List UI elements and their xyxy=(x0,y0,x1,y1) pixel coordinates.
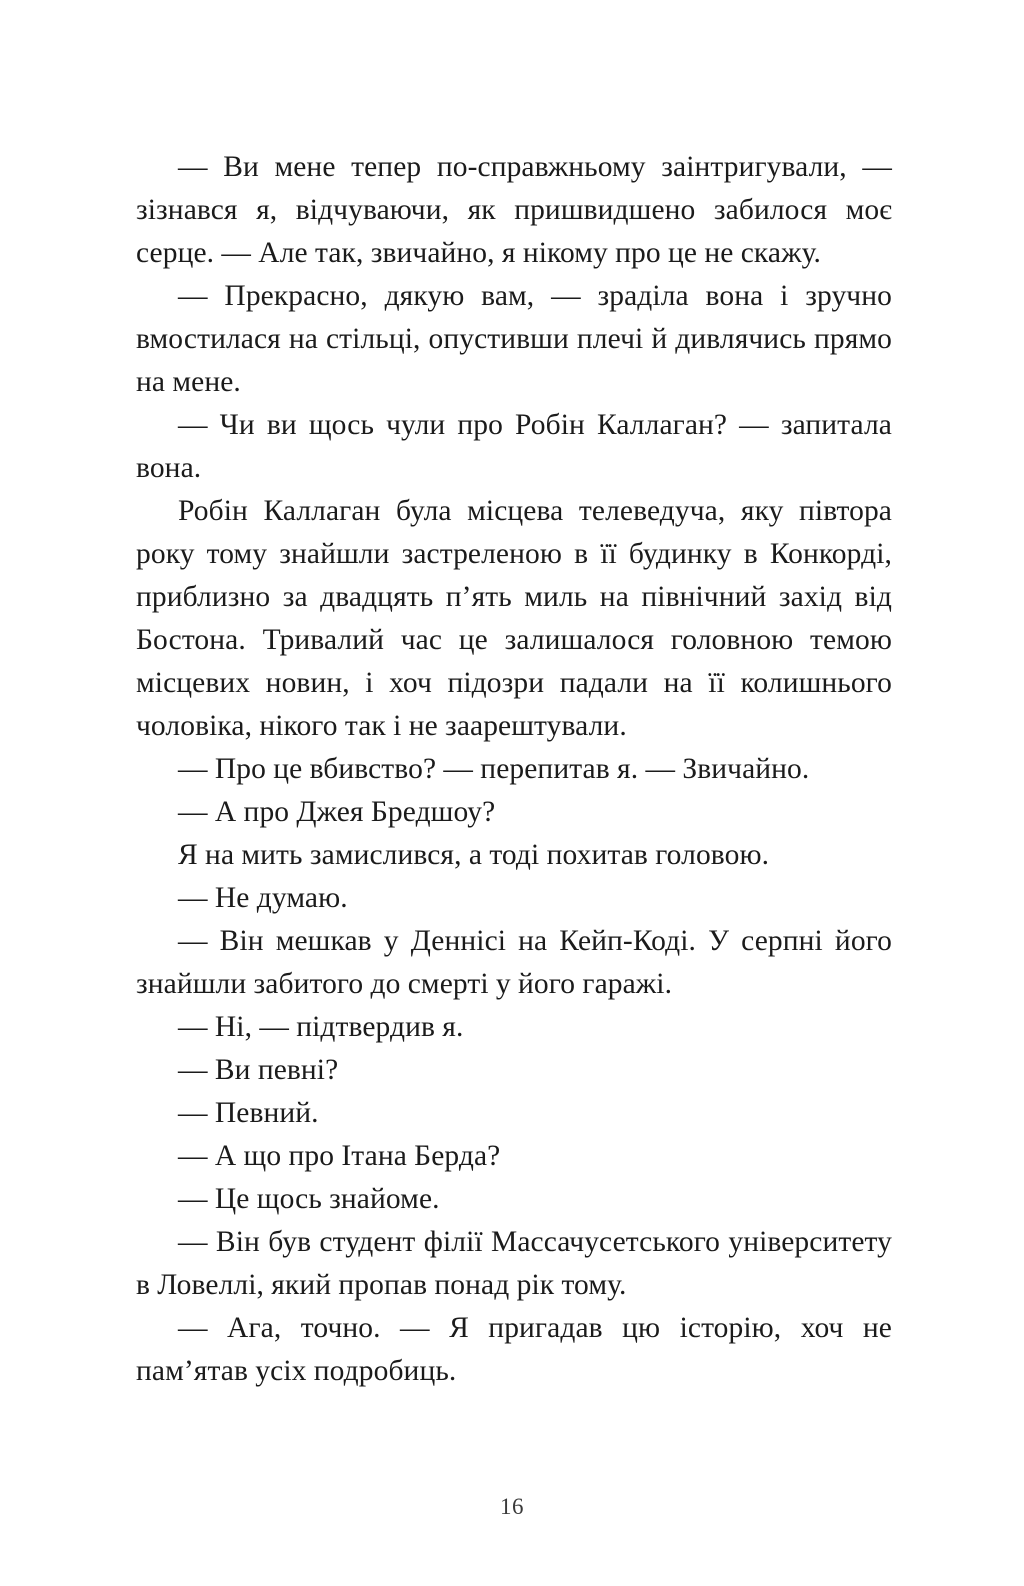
paragraph: Робін Каллаган була місцева телеведуча, яку півтора року тому знайшли застреленою в її будинку в Конкорді, приблизно за двадцять п’ять миль на північний захід від Бостона. Тривалий час це залишалося головною темою місцевих новин, і хоч підозри падали на її колишнього чоловіка, нікого так і не заарештували. xyxy=(136,495,892,742)
paragraph: — Чи ви щось чули про Робін Каллаган? — запитала вона. xyxy=(136,409,892,484)
page-number: 16 xyxy=(500,1494,524,1519)
paragraph: — Прекрасно, дякую вам, — зраділа вона і зручно вмостилася на стільці, опустивши плечі й дивлячись прямо на мене. xyxy=(136,280,892,398)
paragraph: — А про Джея Бредшоу? xyxy=(178,796,496,828)
paragraph: — Про це вбивство? — перепитав я. — Звичайно. xyxy=(178,753,810,785)
paragraph: — Ви певні? xyxy=(178,1054,339,1086)
paragraph: — Ні, — підтвердив я. xyxy=(178,1011,464,1043)
paragraph: — Ви мене тепер по-справжньому заінтригували, — зізнався я, відчуваючи, як пришвидшено забилося моє серце. — Але так, звичайно, я нікому про це не скажу. xyxy=(136,151,892,269)
paragraph: — Він був студент філії Массачусетського університету в Ловеллі, який пропав понад рік тому. xyxy=(136,1226,892,1301)
paragraph: — Це щось знайоме. xyxy=(178,1183,440,1215)
paragraph: — Певний. xyxy=(178,1097,319,1129)
paragraph: — Не думаю. xyxy=(178,882,348,914)
paragraph: — А що про Ітана Берда? xyxy=(178,1140,501,1172)
page-text-block xyxy=(136,146,892,1393)
paragraph: — Ага, точно. — Я пригадав цю історію, хоч не пам’ятав усіх подробиць. xyxy=(136,1312,892,1387)
paragraph: Я на мить замислився, а тоді похитав головою. xyxy=(178,839,770,871)
paragraph: — Він мешкав у Деннісі на Кейп-Коді. У серпні його знайшли забитого до смерті у його гаражі. xyxy=(136,925,892,1000)
